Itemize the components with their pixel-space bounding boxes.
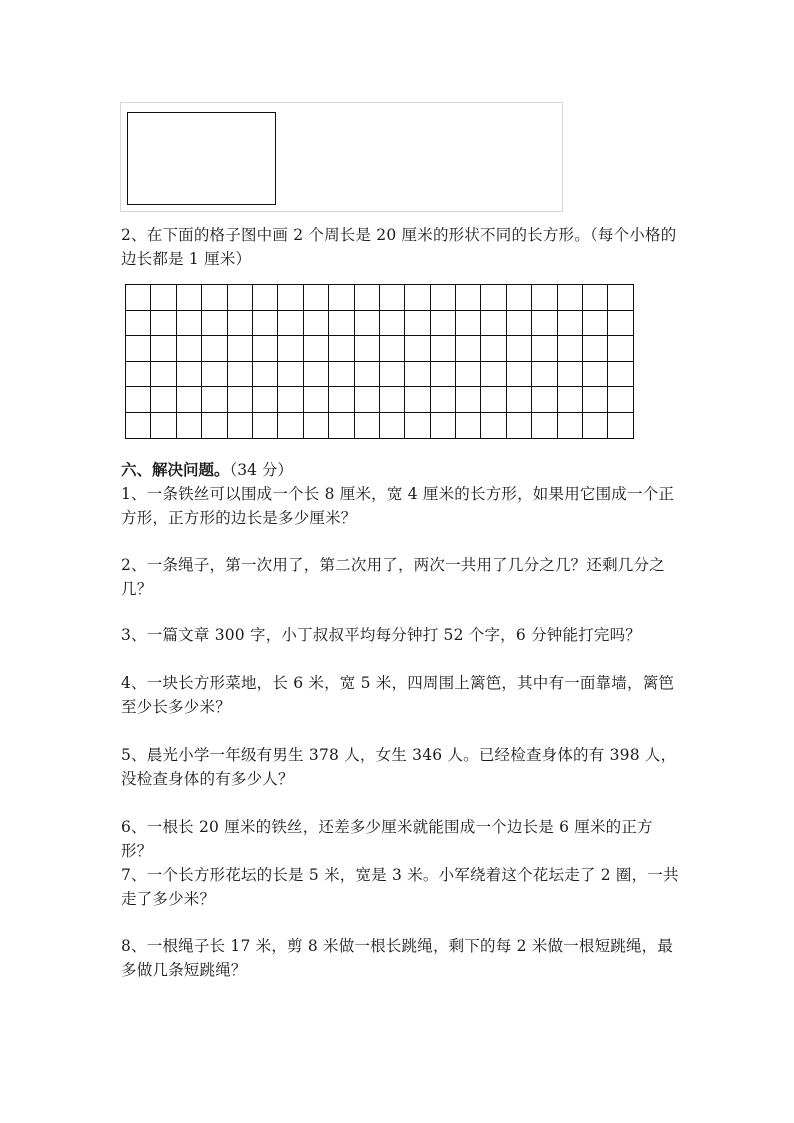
- grid-cell: [329, 336, 354, 362]
- grid-row: [126, 285, 634, 311]
- grid-cell: [583, 336, 608, 362]
- grid-cell: [506, 310, 531, 336]
- grid-cell: [456, 285, 481, 311]
- grid-row: [126, 310, 634, 336]
- grid-cell: [456, 412, 481, 438]
- grid-cell: [252, 336, 277, 362]
- grid-cell: [126, 361, 151, 387]
- grid-cell: [532, 285, 557, 311]
- grid-cell: [430, 310, 455, 336]
- grid-cell: [354, 310, 379, 336]
- grid-cell: [227, 336, 252, 362]
- grid-cell: [252, 310, 277, 336]
- grid-cell: [430, 336, 455, 362]
- grid-cell: [354, 387, 379, 413]
- grid-cell: [354, 361, 379, 387]
- grid-cell: [506, 336, 531, 362]
- grid-cell: [456, 336, 481, 362]
- grid-cell: [405, 412, 430, 438]
- grid-row: [126, 387, 634, 413]
- grid-cell: [532, 361, 557, 387]
- grid-cell: [430, 361, 455, 387]
- grid-cell: [506, 387, 531, 413]
- problem-4: 4、一块长方形菜地，长 6 米，宽 5 米，四周围上篱笆，其中有一面靠墙，篱笆至少长多少米？: [121, 674, 675, 716]
- grid-cell: [278, 310, 303, 336]
- grid-cell: [583, 412, 608, 438]
- grid-cell: [278, 412, 303, 438]
- problem-3: 3、一篇文章 300 字，小丁叔叔平均每分钟打 52 个字，6 分钟能打完吗？: [121, 626, 641, 644]
- grid-cell: [506, 361, 531, 387]
- grid-cell: [608, 387, 633, 413]
- grid-cell: [278, 387, 303, 413]
- grid-cell: [176, 285, 201, 311]
- grid-cell: [557, 361, 582, 387]
- grid-cell: [151, 412, 176, 438]
- grid-cell: [379, 361, 404, 387]
- grid-cell: [252, 387, 277, 413]
- grid-cell: [506, 285, 531, 311]
- section-6-heading: 六、解决问题。: [121, 460, 230, 479]
- grid-cell: [532, 310, 557, 336]
- grid-cell: [303, 285, 328, 311]
- grid-cell: [202, 336, 227, 362]
- section-6-title: [121, 458, 293, 482]
- grid-cell: [151, 310, 176, 336]
- grid-cell: [303, 336, 328, 362]
- grid-cell: [227, 387, 252, 413]
- grid-cell: [557, 336, 582, 362]
- grid-cell: [176, 387, 201, 413]
- problem-5: 5、晨光小学一年级有男生 378 人，女生 346 人。已经检查身体的有 398 人，没检查身体的有多少人？: [121, 746, 677, 788]
- grid-cell: [506, 412, 531, 438]
- grid-cell: [252, 361, 277, 387]
- grid-cell: [252, 285, 277, 311]
- grid-cell: [202, 387, 227, 413]
- grid-cell: [329, 387, 354, 413]
- grid-cell: [430, 412, 455, 438]
- problem-8: 8、一根绳子长 17 米，剪 8 米做一根长跳绳，剩下的每 2 米做一根短跳绳，最多做几条短跳绳？: [121, 937, 674, 979]
- grid-cell: [151, 336, 176, 362]
- grid-cell: [608, 336, 633, 362]
- grid-cell: [126, 412, 151, 438]
- grid-cell: [126, 387, 151, 413]
- grid-cell: [176, 412, 201, 438]
- grid-cell: [481, 285, 506, 311]
- grid-cell: [405, 336, 430, 362]
- grid-cell: [151, 387, 176, 413]
- grid-cell: [379, 285, 404, 311]
- grid-cell: [202, 285, 227, 311]
- grid-cell: [481, 412, 506, 438]
- grid-row: [126, 361, 634, 387]
- grid-cell: [379, 310, 404, 336]
- grid-row: [126, 336, 634, 362]
- grid-cell: [481, 310, 506, 336]
- question-2-text: 2、在下面的格子图中画 2 个周长是 20 厘米的形状不同的长方形。（每个小格的边长都是 1 厘米）: [121, 226, 677, 268]
- grid-cell: [176, 361, 201, 387]
- grid-cell: [608, 412, 633, 438]
- grid-cell: [176, 310, 201, 336]
- grid-cell: [557, 310, 582, 336]
- grid-cell: [329, 412, 354, 438]
- problem-2: 2、一条绳子，第一次用了，第二次用了，两次一共用了几分之几？还剩几分之几？: [121, 556, 665, 598]
- grid-cell: [456, 387, 481, 413]
- grid-paper: [125, 284, 634, 439]
- grid-cell: [481, 387, 506, 413]
- grid-cell: [354, 336, 379, 362]
- grid-cell: [329, 310, 354, 336]
- grid-cell: [583, 285, 608, 311]
- grid-cell: [303, 310, 328, 336]
- grid-cell: [126, 336, 151, 362]
- grid-cell: [430, 387, 455, 413]
- grid-cell: [202, 361, 227, 387]
- grid-cell: [405, 387, 430, 413]
- grid-cell: [583, 387, 608, 413]
- grid-table: [125, 284, 634, 439]
- grid-cell: [430, 285, 455, 311]
- grid-cell: [557, 285, 582, 311]
- grid-cell: [278, 361, 303, 387]
- grid-cell: [202, 412, 227, 438]
- grid-cell: [405, 361, 430, 387]
- grid-cell: [557, 387, 582, 413]
- grid-cell: [202, 310, 227, 336]
- grid-cell: [151, 285, 176, 311]
- grid-cell: [176, 336, 201, 362]
- grid-row: [126, 412, 634, 438]
- grid-cell: [227, 361, 252, 387]
- grid-cell: [481, 336, 506, 362]
- grid-cell: [151, 361, 176, 387]
- grid-cell: [126, 285, 151, 311]
- grid-cell: [379, 412, 404, 438]
- grid-cell: [303, 387, 328, 413]
- rectangle-figure: [127, 112, 276, 205]
- grid-cell: [278, 285, 303, 311]
- grid-cell: [329, 285, 354, 311]
- grid-cell: [608, 310, 633, 336]
- grid-cell: [481, 361, 506, 387]
- grid-cell: [456, 310, 481, 336]
- section-6-score: （34 分）: [229, 461, 293, 479]
- grid-cell: [329, 361, 354, 387]
- grid-cell: [303, 361, 328, 387]
- problem-7: 7、一个长方形花坛的长是 5 米，宽是 3 米。小军绕着这个花坛走了 2 圈，一共走了多少米？: [121, 866, 679, 908]
- grid-cell: [379, 387, 404, 413]
- grid-cell: [405, 285, 430, 311]
- grid-cell: [252, 412, 277, 438]
- grid-cell: [456, 361, 481, 387]
- problem-6: 6、一根长 20 厘米的铁丝，还差多少厘米就能围成一个边长是 6 厘米的正方形？: [121, 818, 653, 860]
- grid-cell: [227, 310, 252, 336]
- grid-cell: [608, 361, 633, 387]
- grid-cell: [405, 310, 430, 336]
- grid-cell: [354, 412, 379, 438]
- grid-cell: [227, 285, 252, 311]
- grid-cell: [278, 336, 303, 362]
- grid-cell: [557, 412, 582, 438]
- grid-cell: [532, 412, 557, 438]
- grid-cell: [583, 310, 608, 336]
- grid-cell: [379, 336, 404, 362]
- grid-cell: [583, 361, 608, 387]
- figure-frame: [120, 102, 563, 212]
- grid-cell: [126, 310, 151, 336]
- grid-cell: [303, 412, 328, 438]
- grid-cell: [608, 285, 633, 311]
- grid-cell: [354, 285, 379, 311]
- grid-cell: [532, 336, 557, 362]
- grid-cell: [532, 387, 557, 413]
- grid-cell: [227, 412, 252, 438]
- problem-1: 1、一条铁丝可以围成一个长 8 厘米，宽 4 厘米的长方形，如果用它围成一个正方形，正方形的边长是多少厘米？: [121, 485, 675, 527]
